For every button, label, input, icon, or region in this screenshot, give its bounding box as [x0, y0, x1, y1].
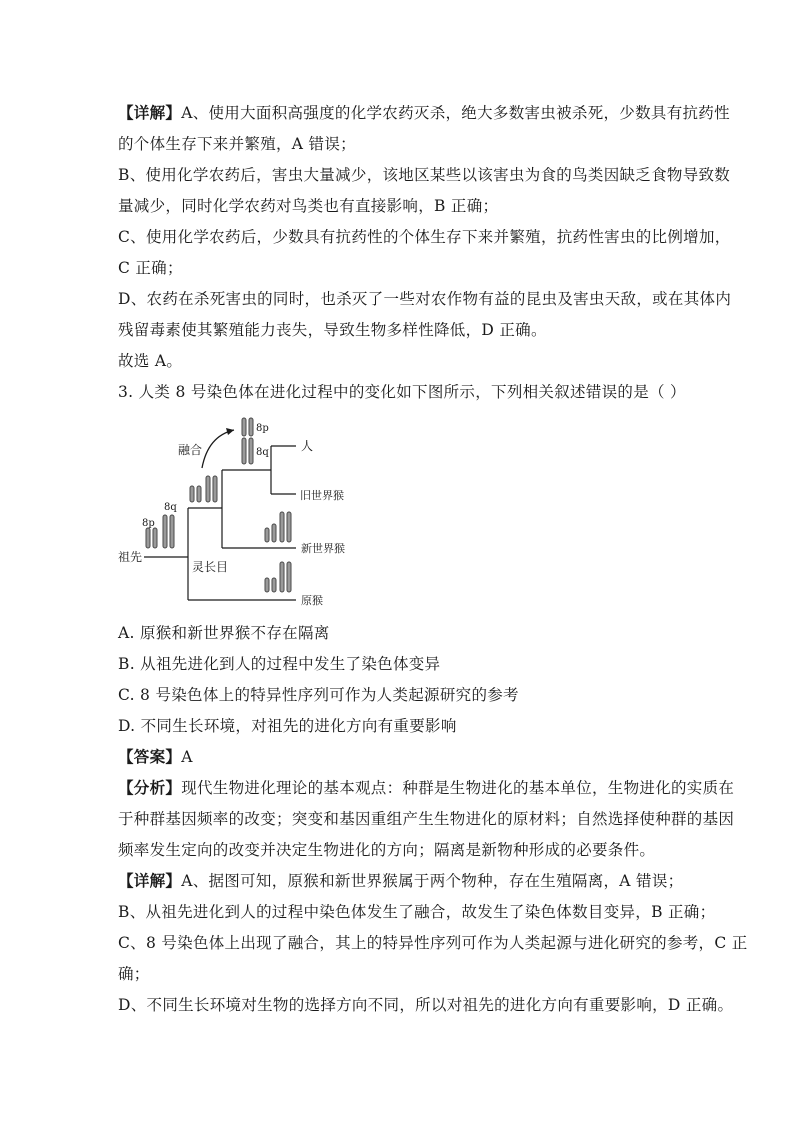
detail1-text-1: A、使用大面积高强度的化学农药灭杀，绝大多数害虫被杀死，少数具有抗药性: [181, 104, 730, 122]
ancestor-chromosome-8p-a: [146, 528, 150, 548]
analysis-line-2: 于种群基因频率的改变；突变和基因重组产生生物进化的原材料；自然选择使种群的基因: [118, 810, 735, 828]
newworld-chromosome-d: [287, 512, 291, 542]
human-chromosome-8q-b: [249, 438, 253, 464]
detail2-line-1: [118, 871, 688, 891]
ancestor-chromosome-8q-a: [163, 515, 167, 548]
detail1-line-5: C、使用化学农药后，少数具有抗药性的个体生存下来并繁殖，抗药性害虫的比例增加，: [118, 228, 731, 246]
analysis-line-1: [118, 778, 735, 798]
answer-line: [118, 747, 688, 767]
human-chromosome-8q-a: [242, 438, 246, 464]
detail2-line-2: B、从祖先进化到人的过程中染色体发生了融合，故发生了染色体数目变异，B 正确；: [118, 903, 716, 921]
option-b: B. 从祖先进化到人的过程中发生了染色体变异: [118, 655, 441, 673]
prefusion-chromosome-8p-a: [190, 486, 194, 502]
human-label: 人: [301, 439, 314, 453]
ancestor-chromosome-8q-b: [170, 515, 174, 548]
detail2-text-1: A、据图可知，原猴和新世界猴属于两个物种，存在生殖隔离，A 错误；: [181, 872, 684, 890]
option-c: C. 8 号染色体上的特异性序列可作为人类起源研究的参考: [118, 686, 519, 704]
prosimian-chromosome-c: [280, 562, 284, 592]
option-d: D. 不同生长环境，对祖先的进化方向有重要影响: [118, 717, 457, 735]
ancestor-label: 祖先: [118, 550, 143, 564]
prosimian-label: 原猴: [301, 594, 323, 607]
detail1-line-6: C 正确；: [118, 259, 183, 277]
new-world-monkey-label: 新世界猴: [301, 542, 345, 555]
human-label-8q: 8q: [256, 447, 269, 458]
prosimian-chromosome-b: [272, 578, 276, 592]
prefusion-chromosome-8p-b: [197, 486, 201, 502]
detail2-line-5: D、不同生长环境对生物的选择方向不同，所以对祖先的进化方向有重要影响，D 正确。: [118, 996, 734, 1014]
analysis-line-3: 频率发生定向的改变并决定生物进化的方向；隔离是新物种形成的必要条件。: [118, 841, 656, 859]
detail2-line-3: C、8 号染色体上出现了融合，其上的特异性序列可作为人类起源与进化研究的参考，C 正: [118, 934, 748, 952]
human-label-8p: 8p: [256, 423, 269, 434]
detail1-conclusion: 故选 A。: [118, 352, 183, 370]
prosimian-chromosome-d: [287, 562, 291, 592]
old-world-monkey-label: 旧世界猴: [300, 489, 344, 502]
detail1-line-1: [118, 103, 730, 123]
ancestor-chromosome-8p-b: [153, 528, 157, 548]
option-a: A. 原猴和新世界猴不存在隔离: [118, 624, 330, 642]
answer-value: A: [181, 748, 193, 766]
detail2-tag: 【详解】: [118, 871, 182, 890]
fusion-arrowhead: [226, 428, 234, 435]
prefusion-chromosome-8q-b: [213, 476, 217, 502]
ancestor-label-8q: 8q: [164, 502, 177, 513]
fusion-label: 融合: [178, 443, 203, 457]
detail1-line-4: 量减少，同时化学农药对鸟类也有直接影响，B 正确；: [118, 197, 499, 215]
answer-tag: 【答案】: [118, 747, 182, 766]
newworld-chromosome-a: [265, 528, 269, 542]
detail1-line-8: 残留毒素使其繁殖能力丧失，导致生物多样性降低，D 正确。: [118, 321, 547, 339]
newworld-chromosome-b: [272, 524, 276, 542]
detail1-tag: 【详解】: [118, 103, 182, 122]
human-chromosome-8p-b: [249, 418, 253, 436]
newworld-chromosome-c: [280, 512, 284, 542]
detail2-line-4: 确；: [118, 965, 150, 983]
detail1-line-7: D、农药在杀死害虫的同时，也杀灭了一些对农作物有益的昆虫及害虫天敌，或在其体内: [118, 290, 732, 308]
detail1-line-3: B、使用化学农药后，害虫大量减少，该地区某些以该害虫为食的鸟类因缺乏食物导致数: [118, 166, 731, 184]
fusion-arrow: [202, 430, 234, 468]
analysis-text-1: 现代生物进化理论的基本观点：种群是生物进化的基本单位，生物进化的实质在: [181, 779, 735, 797]
primate-label: 灵长目: [192, 560, 229, 574]
analysis-tag: 【分析】: [118, 778, 182, 797]
detail1-line-2: 的个体生存下来并繁殖，A 错误；: [118, 135, 356, 153]
prefusion-chromosome-8q-a: [206, 476, 210, 502]
ancestor-label-8p: 8p: [142, 518, 155, 529]
question3-stem: 3. 人类 8 号染色体在进化过程中的变化如下图所示，下列相关叙述错误的是（ ）: [118, 383, 686, 401]
chromosome-evolution-figure: [110, 408, 370, 608]
human-chromosome-8p-a: [242, 418, 246, 436]
prosimian-chromosome-a: [265, 578, 269, 592]
